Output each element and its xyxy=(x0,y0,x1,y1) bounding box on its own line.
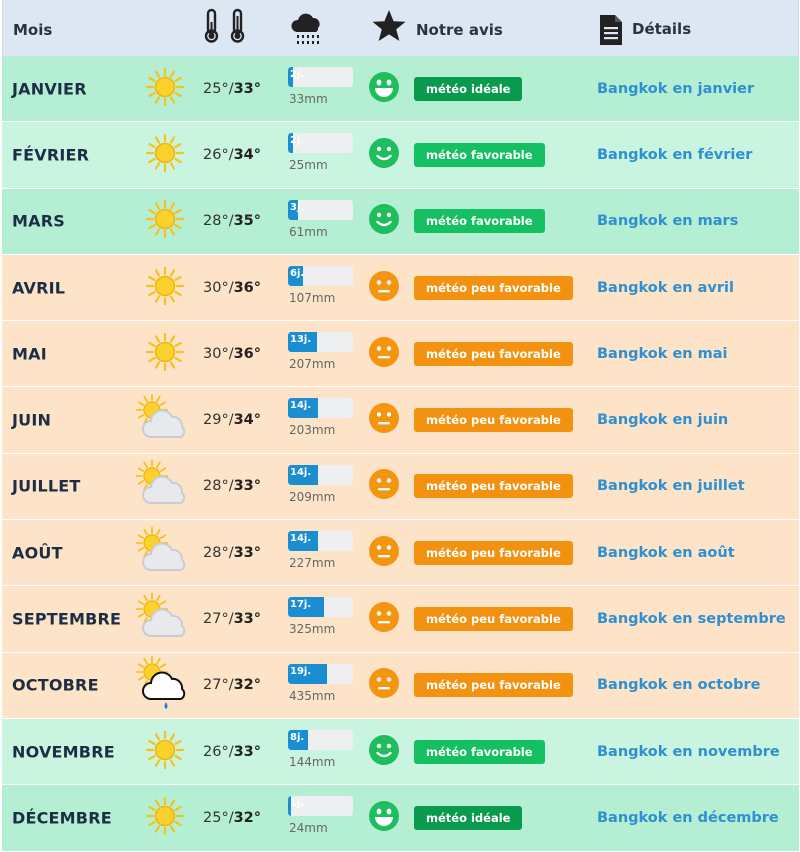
sun-icon xyxy=(145,133,185,177)
details-link[interactable]: Bangkok en juillet xyxy=(597,478,745,495)
rain-days: 17j. xyxy=(290,599,312,611)
temp-max: 35° xyxy=(233,213,262,230)
temp-max: 33° xyxy=(233,478,262,495)
happy-smiley-icon xyxy=(368,71,400,107)
thermometer-icon xyxy=(203,8,251,44)
rain-days: 19j. xyxy=(290,665,312,677)
rain-days: 2j. xyxy=(290,69,305,80)
temp-min: 28° xyxy=(203,478,229,495)
temp-min: 25° xyxy=(203,80,229,97)
rain-cloud-icon xyxy=(289,12,325,48)
rating-badge: météo peu favorable xyxy=(414,673,573,697)
rain-mm: 435mm xyxy=(289,688,336,703)
month-row xyxy=(2,189,799,255)
rain-days-bar xyxy=(288,730,353,750)
rating-badge: météo favorable xyxy=(414,143,545,167)
rain-days-bar xyxy=(288,200,353,220)
temp-min: 26° xyxy=(203,146,229,163)
rating-badge: météo idéale xyxy=(414,77,522,101)
rain-days-bar xyxy=(288,67,353,87)
temperature: 26°/34° xyxy=(203,146,262,163)
details-link[interactable]: Bangkok en août xyxy=(597,544,735,561)
temp-min: 27° xyxy=(203,611,229,628)
temperature: 28°/33° xyxy=(203,478,262,495)
rain-days: 14j. xyxy=(290,466,312,478)
sun-icon xyxy=(145,332,185,376)
month-row xyxy=(2,454,799,520)
month-name: JANVIER xyxy=(12,79,87,99)
details-link[interactable]: Bangkok en avril xyxy=(597,279,734,296)
sun-cloud-icon xyxy=(135,526,195,580)
month-row xyxy=(2,520,799,586)
rain-days: 14j. xyxy=(290,400,312,412)
month-name: AVRIL xyxy=(12,278,66,298)
month-name: OCTOBRE xyxy=(12,675,99,695)
details-link[interactable]: Bangkok en octobre xyxy=(597,677,761,694)
neutral-smiley-icon xyxy=(368,601,400,637)
rain-days-bar xyxy=(288,796,353,816)
temp-max: 34° xyxy=(233,146,262,163)
temperature: 25°/32° xyxy=(203,809,262,826)
temp-min: 27° xyxy=(203,677,229,694)
temperature: 28°/33° xyxy=(203,544,262,561)
temperature: 27°/32° xyxy=(203,677,262,694)
sun-icon xyxy=(145,266,185,310)
rain-days-bar xyxy=(288,664,353,684)
month-row xyxy=(2,387,799,453)
month-name: MARS xyxy=(12,211,65,231)
rain-days: 14j. xyxy=(290,533,312,545)
month-row xyxy=(2,255,799,321)
details-link[interactable]: Bangkok en septembre xyxy=(597,611,786,628)
rain-mm: 107mm xyxy=(289,290,336,305)
smile-smiley-icon xyxy=(368,137,400,173)
temp-max: 32° xyxy=(233,809,262,826)
temp-max: 33° xyxy=(233,544,262,561)
rain-days: 8j. xyxy=(290,731,305,743)
sun-icon xyxy=(145,199,185,243)
rating-badge: météo peu favorable xyxy=(414,276,573,300)
temp-max: 33° xyxy=(233,743,262,760)
rain-mm: 227mm xyxy=(289,556,336,571)
temp-min: 25° xyxy=(203,809,229,826)
rain-mm: 144mm xyxy=(289,754,336,769)
details-link[interactable]: Bangkok en mars xyxy=(597,213,739,230)
rating-badge: météo peu favorable xyxy=(414,474,573,498)
neutral-smiley-icon xyxy=(368,535,400,571)
temp-max: 36° xyxy=(233,345,262,362)
month-name: SEPTEMBRE xyxy=(12,609,122,629)
temp-min: 29° xyxy=(203,412,229,429)
details-link[interactable]: Bangkok en juin xyxy=(597,412,729,429)
rain-mm: 24mm xyxy=(289,821,328,836)
rain-days-bar xyxy=(288,266,353,286)
temperature: 26°/33° xyxy=(203,743,262,760)
month-row xyxy=(2,122,799,188)
details-link[interactable]: Bangkok en mai xyxy=(597,345,728,362)
rating-badge: météo favorable xyxy=(414,209,545,233)
temp-max: 34° xyxy=(233,412,262,429)
temperature: 27°/33° xyxy=(203,611,262,628)
rating-badge: météo peu favorable xyxy=(414,607,573,631)
sun-cloud-icon xyxy=(135,393,195,447)
rain-mm: 325mm xyxy=(289,622,336,637)
header-details: Détails xyxy=(632,20,692,38)
rain-days-bar xyxy=(288,531,353,551)
month-name: JUIN xyxy=(12,410,52,430)
rain-mm: 25mm xyxy=(289,158,328,173)
month-name: DÉCEMBRE xyxy=(12,808,112,828)
neutral-smiley-icon xyxy=(368,667,400,703)
temp-max: 33° xyxy=(233,611,262,628)
rain-days: 1j. xyxy=(290,798,305,810)
smile-smiley-icon xyxy=(368,734,400,770)
temperature: 28°/35° xyxy=(203,213,262,230)
rating-badge: météo favorable xyxy=(414,740,545,764)
sun-cloud-icon xyxy=(135,459,195,513)
neutral-smiley-icon xyxy=(368,468,400,504)
month-row xyxy=(2,719,799,785)
rating-badge: météo peu favorable xyxy=(414,342,573,366)
details-link[interactable]: Bangkok en février xyxy=(597,146,753,163)
month-row xyxy=(2,586,799,652)
rain-days-bar xyxy=(288,597,353,617)
temp-max: 33° xyxy=(233,80,262,97)
temperature: 30°/36° xyxy=(203,345,262,362)
temp-min: 26° xyxy=(203,743,229,760)
rain-days-bar xyxy=(288,332,353,352)
rain-mm: 207mm xyxy=(289,357,336,372)
rain-days-bar xyxy=(288,133,353,153)
neutral-smiley-icon xyxy=(368,336,400,372)
month-name: NOVEMBRE xyxy=(12,742,115,762)
details-link[interactable]: Bangkok en janvier xyxy=(597,80,755,97)
temp-min: 28° xyxy=(203,544,229,561)
rain-days: 6j. xyxy=(290,267,305,279)
rain-mm: 61mm xyxy=(289,224,328,239)
rating-badge: météo idéale xyxy=(414,806,522,830)
sun-icon xyxy=(145,67,185,111)
neutral-smiley-icon xyxy=(368,270,400,306)
smile-smiley-icon xyxy=(368,203,400,239)
details-link[interactable]: Bangkok en novembre xyxy=(597,743,780,760)
neutral-smiley-icon xyxy=(368,402,400,438)
rain-mm: 209mm xyxy=(289,489,336,504)
temp-min: 28° xyxy=(203,213,229,230)
sun-icon xyxy=(145,730,185,774)
temperature: 25°/33° xyxy=(203,80,262,97)
rain-days-bar xyxy=(288,398,353,418)
month-name: AOÛT xyxy=(12,543,63,563)
temp-min: 30° xyxy=(203,279,229,296)
rating-badge: météo peu favorable xyxy=(414,408,573,432)
sun-cloud-icon xyxy=(135,592,195,646)
temp-min: 30° xyxy=(203,345,229,362)
climate-table xyxy=(2,0,799,852)
happy-smiley-icon xyxy=(368,800,400,836)
rain-days: 3j. xyxy=(290,201,305,213)
month-row xyxy=(2,56,799,122)
star-icon xyxy=(371,9,407,43)
header-mois: Mois xyxy=(13,21,53,39)
month-row xyxy=(2,653,799,719)
month-name: MAI xyxy=(12,344,47,364)
month-row xyxy=(2,321,799,387)
header-notre-avis: Notre avis xyxy=(416,21,503,39)
month-row xyxy=(2,785,799,851)
temperature: 29°/34° xyxy=(203,412,262,429)
sun-rain-cloud-icon xyxy=(135,655,195,715)
rain-days: 13j. xyxy=(290,334,312,346)
rain-days-bar xyxy=(288,465,353,485)
details-link[interactable]: Bangkok en décembre xyxy=(597,809,779,826)
rating-badge: météo peu favorable xyxy=(414,541,573,565)
table-header xyxy=(2,0,799,56)
rain-mm: 33mm xyxy=(289,92,328,106)
month-name: FÉVRIER xyxy=(12,145,90,165)
rain-days: 2j. xyxy=(290,135,305,147)
sun-icon xyxy=(145,796,185,840)
temp-max: 32° xyxy=(233,677,262,694)
temp-max: 36° xyxy=(233,279,262,296)
rain-mm: 203mm xyxy=(289,423,336,438)
temperature: 30°/36° xyxy=(203,279,262,296)
month-name: JUILLET xyxy=(12,476,81,496)
document-icon xyxy=(598,13,624,47)
